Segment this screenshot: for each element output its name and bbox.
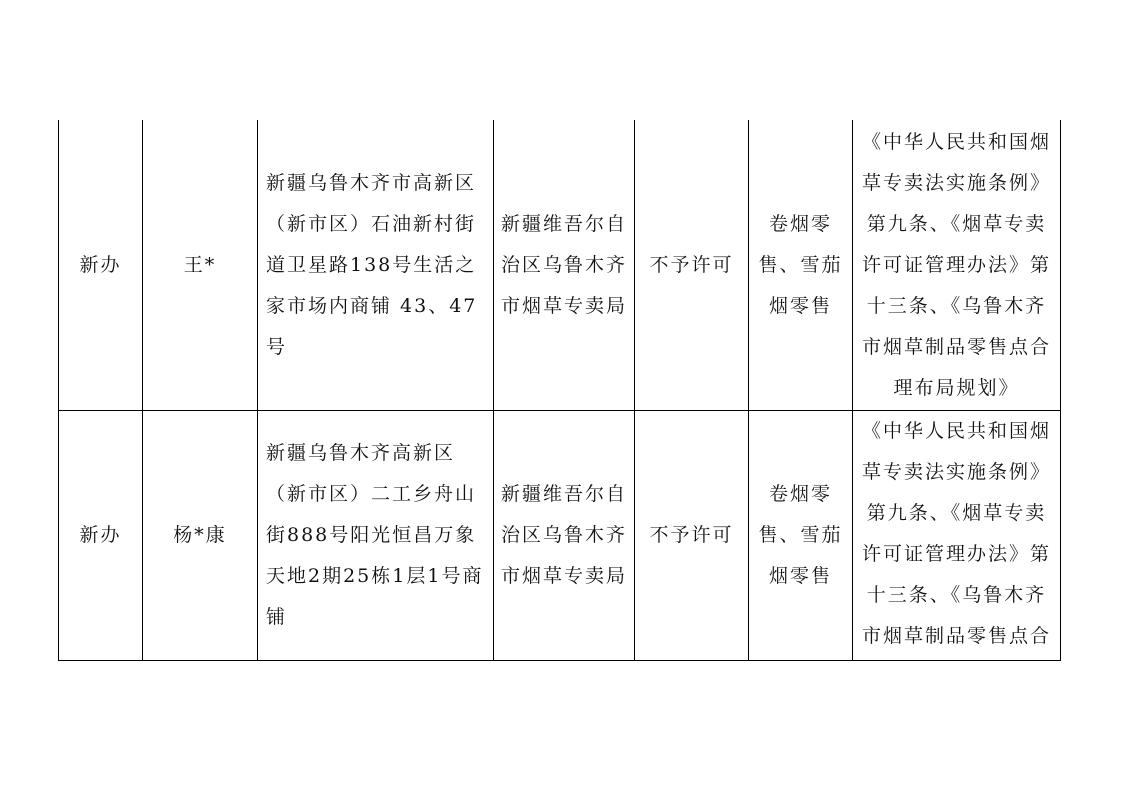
license-decision-table-wrapper <box>58 120 1060 661</box>
table-row <box>59 411 1061 661</box>
authority-cell: 新疆维吾尔自治区乌鲁木齐市烟草专卖局 <box>494 120 635 411</box>
applicant-name-cell: 杨*康 <box>143 411 258 661</box>
legal-basis-cell: 《中华人民共和国烟草专卖法实施条例》第九条、《烟草专卖许可证管理办法》第十三条、《乌鲁木齐市烟草制品零售点合 <box>853 411 1061 661</box>
address-cell: 新疆乌鲁木齐市高新区（新市区）石油新村街道卫星路138号生活之家市场内商铺 43、47号 <box>258 120 494 411</box>
category-cell: 新办 <box>59 411 143 661</box>
decision-cell: 不予许可 <box>635 120 749 411</box>
address-cell: 新疆乌鲁木齐高新区（新市区）二工乡舟山街888号阳光恒昌万象天地2期25栋1层1号商铺 <box>258 411 494 661</box>
authority-cell: 新疆维吾尔自治区乌鲁木齐市烟草专卖局 <box>494 411 635 661</box>
legal-basis-cell: 《中华人民共和国烟草专卖法实施条例》第九条、《烟草专卖许可证管理办法》第十三条、《乌鲁木齐市烟草制品零售点合理布局规划》 <box>853 120 1061 411</box>
table-row <box>59 120 1061 411</box>
business-scope-cell: 卷烟零售、雪茄烟零售 <box>749 411 853 661</box>
license-decision-table <box>58 120 1061 661</box>
decision-cell: 不予许可 <box>635 411 749 661</box>
category-cell: 新办 <box>59 120 143 411</box>
applicant-name-cell: 王* <box>143 120 258 411</box>
business-scope-cell: 卷烟零售、雪茄烟零售 <box>749 120 853 411</box>
